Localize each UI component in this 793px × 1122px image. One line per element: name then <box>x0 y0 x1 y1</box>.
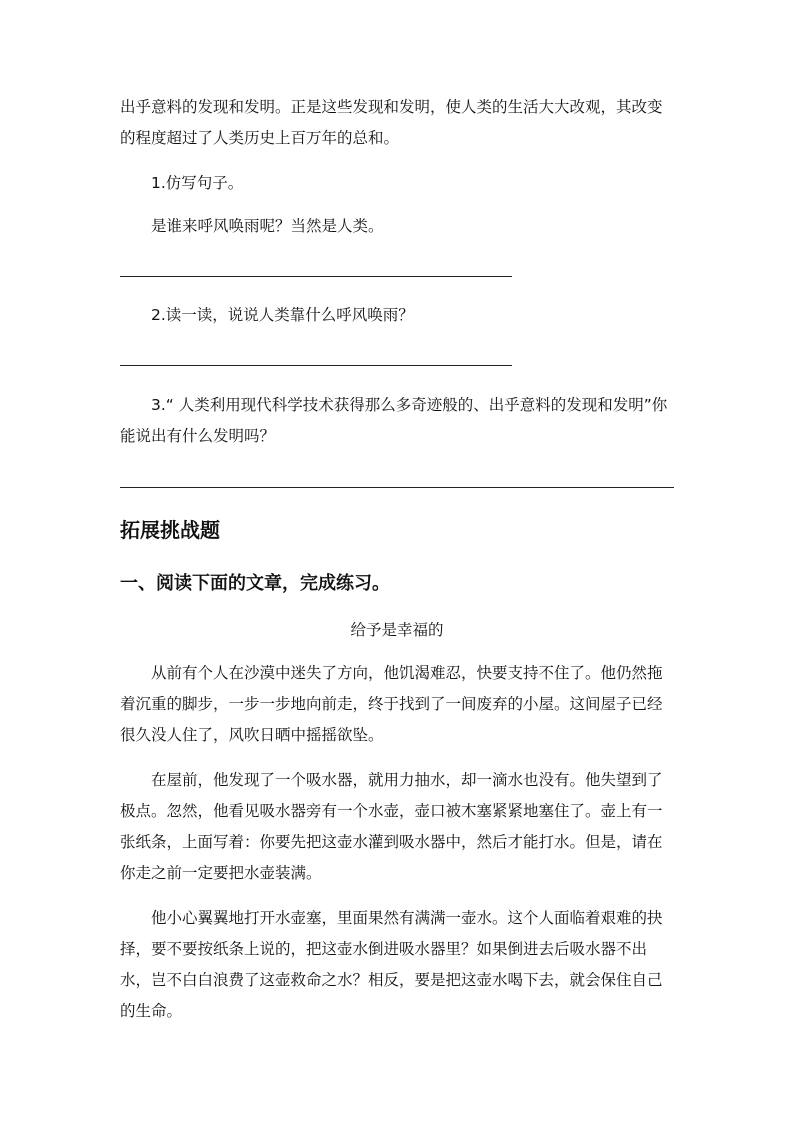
answer-line-2[interactable] <box>120 365 512 366</box>
section-heading: 拓展挑战题 <box>120 518 220 542</box>
question-1: 1.仿写句子。 <box>151 174 244 192</box>
answer-line-3[interactable] <box>120 487 674 488</box>
article-title: 给予是幸福的 <box>350 621 444 639</box>
question-1-sample-sentence: 是谁来呼风唤雨呢？当然是人类。 <box>151 217 384 235</box>
article-paragraph-3: 他小心翼翼地打开水壶塞，里面果然有满满一壶水。这个人面临着艰难的抉择，要不要按纸条上说的，把这壶水倒进吸水器里？如果倒进去后吸水器不出水，岂不白白浪费了这壶救命之水？相反，要是把这壶水喝下去，就会保住自己的生命。 <box>120 909 663 1020</box>
answer-line-1[interactable] <box>120 276 512 277</box>
passage-tail: 出乎意料的发现和发明。正是这些发现和发明，使人类的生活大大改观，其改变的程度超过了人类历史上百万年的总和。 <box>120 98 663 147</box>
question-3: 3.“ 人类利用现代科学技术获得那么多奇迹般的、出乎意料的发现和发明”你能说出有什么发明吗？ <box>120 396 668 445</box>
question-2: 2.读一读，说说人类靠什么呼风唤雨？ <box>151 306 414 324</box>
article-paragraph-2: 在屋前，他发现了一个吸水器，就用力抽水，却一滴水也没有。他失望到了极点。忽然，他看见吸水器旁有一个水壶，壶口被木塞紧紧地塞住了。壶上有一张纸条，上面写着：你要先把这壶水灌到吸水器中，然后才能打水。但是，请在你走之前一定要把水壶装满。 <box>120 771 663 882</box>
article-paragraph-1: 从前有个人在沙漠中迷失了方向，他饥渴难忍，快要支持不住了。他仍然拖着沉重的脚步，一步一步地向前走，终于找到了一间废弃的小屋。这间屋子已经很久没人住了，风吹日晒中摇摇欲坠。 <box>120 664 663 744</box>
exercise-heading: 一、阅读下面的文章，完成练习。 <box>120 573 390 594</box>
